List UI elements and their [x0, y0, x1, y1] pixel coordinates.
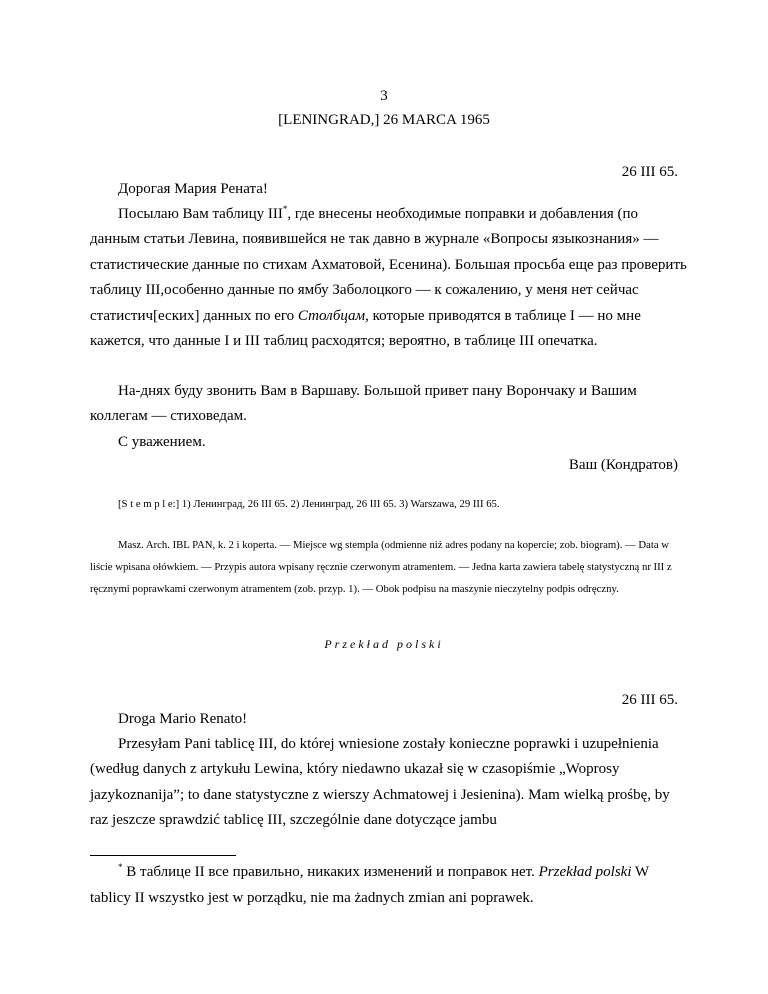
stamps-text: 1) Ленинград, 26 III 65. 2) Ленинград, 26 III 65. 3) Warszawa, 29 III 65. — [179, 498, 500, 510]
footnote-text-ru: В таблице II все правильно, никаких изменений и поправок нет. — [122, 864, 539, 880]
translation-section-title: Przekład polski — [324, 637, 444, 651]
russian-salutation: Дорогая Мария Рената! — [118, 181, 268, 197]
russian-p1-end: , которые приводятся в таблице I — но мне кажется, что данные I и III таблиц расходятся; вероятно, в таблице III опечатка. — [90, 307, 641, 350]
footnote-marker: * — [282, 204, 288, 214]
russian-p1-start: Посылаю Вам таблицу III — [118, 206, 283, 222]
footnote-star: * — [118, 862, 123, 872]
polish-paragraph-1: Przesyłam Pani tablicę III, do której wniesione zostały konieczne poprawki i uzupełnienia (według danych z artykułu Lewina, który niedawno ukazał się w czasopiśmie „Woprosy jazykoznanija”; to dane statystyczne z wierszy Achmatowej i Jesienina). Mam wielką prośbę, by raz jeszcze sprawdzić tablicę III, szczególnie dane dotyczące jambu — [90, 736, 670, 829]
stamps-label: [S t e m p l e:] — [118, 498, 180, 510]
russian-p1-italic: Столбцам — [297, 307, 366, 324]
russian-paragraph-1 — [90, 202, 690, 354]
footnote-text-pl: W tablicy II wszystko jest w porządku, nie ma żadnych zmian ani poprawek. — [90, 864, 649, 906]
polish-date: 26 III 65. — [621, 692, 678, 708]
letter-number: 3 — [380, 88, 388, 104]
polish-salutation: Droga Mario Renato! — [118, 711, 248, 727]
russian-date: 26 III 65. — [621, 164, 678, 180]
stamps-note — [90, 493, 690, 515]
russian-paragraph-2: На-днях буду звонить Вам в Варшаву. Большой привет пану Ворончаку и Вашим коллегам — стиховедам. — [90, 383, 637, 425]
footnote-divider — [90, 855, 236, 856]
footnote-label-pl: Przekład polski — [538, 864, 632, 880]
archive-note: Masz. Arch. IBL PAN, k. 2 i koperta. — Miejsce wg stempla (odmienne niż adres podany na kopercie; zob. biogram). — Data w liście wpisana ołówkiem. — Przypis autora wpisany ręcznie czerwonym atramentem. — Jedna karta zawiera tabelę statystyczną nr III z ręcznymi poprawkami czerwonym atramentem (zob. przyp. 1). — Obok podpisu na maszynie nieczytelny podpis odręczny. — [90, 539, 672, 595]
russian-closing: С уважением. — [118, 434, 206, 450]
russian-signature: Ваш (Кондратов) — [568, 457, 678, 473]
russian-p1-mid: , где внесены необходимые поправки и добавления (по данным статьи Левина, появившейся не так давно в журнале «Вопросы языкознания» — статистические данные по стихам Ахматовой, Есенина). Большая просьба еще раз проверить таблицу III,особенно данные по ямбу Заболоцкого — к сожалению, у меня нет сейчас статистич[еских] данных по его — [90, 206, 687, 324]
footnote — [90, 859, 690, 911]
letter-heading: [LENINGRAD,] 26 MARCA 1965 — [278, 112, 490, 128]
